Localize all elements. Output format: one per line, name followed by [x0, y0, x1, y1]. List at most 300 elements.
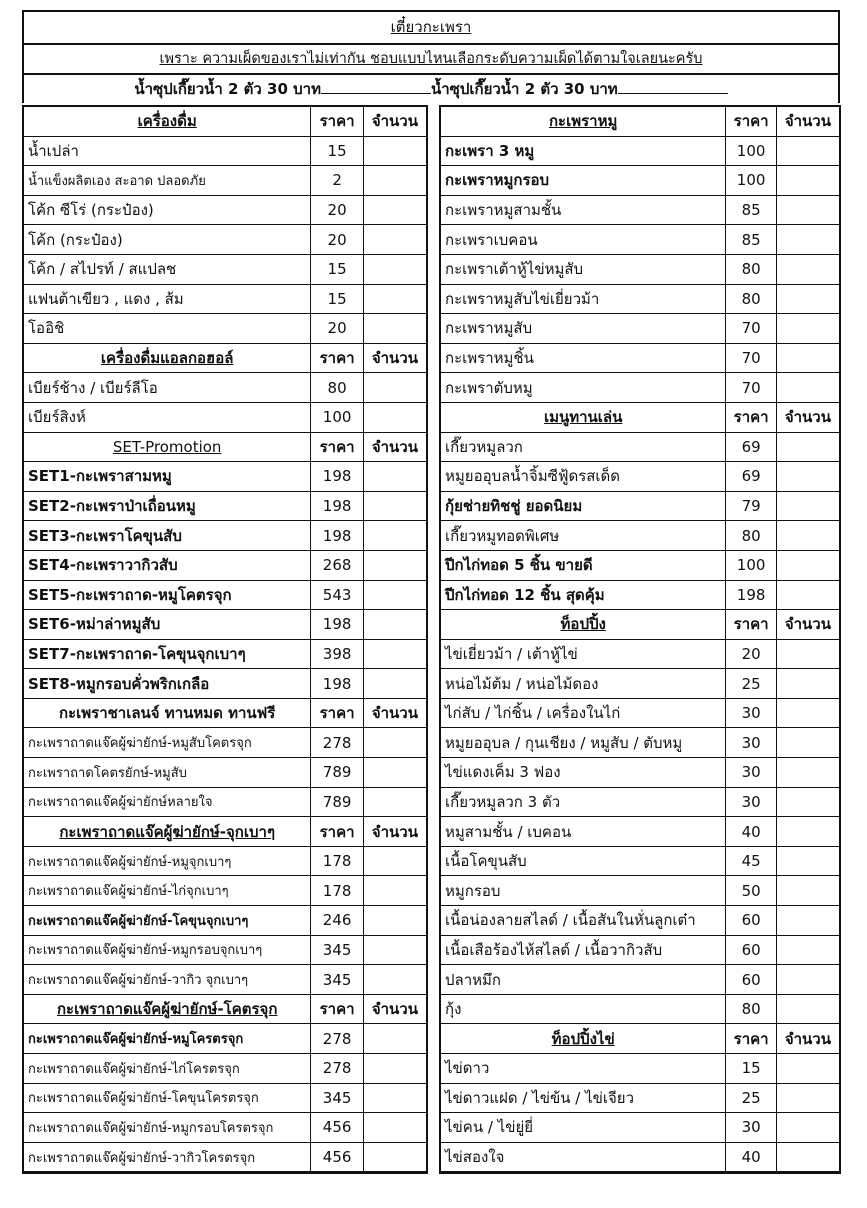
menu-item-price: 80	[726, 994, 777, 1024]
menu-item-price: 100	[726, 550, 777, 580]
menu-item-price: 80	[726, 254, 777, 284]
menu-item-quantity-cell[interactable]	[363, 728, 426, 758]
menu-item-name: กะเพราถาดแจ๊คผู้ฆ่ายักษ์-หมูกรอบจุกเบาๆ	[24, 935, 311, 965]
menu-item-name: กะเพราหมูชิ้น	[441, 343, 726, 373]
menu-item-name: ไข่ดาวแฝด / ไข่ข้น / ไข่เจียว	[441, 1083, 726, 1113]
left-menu-table	[24, 107, 426, 1172]
menu-item-quantity-cell[interactable]	[776, 225, 839, 255]
menu-item-name: SET4-กะเพราวากิวสับ	[24, 550, 311, 580]
menu-item-name: เนื้อน่องลายสไลด์ / เนื้อสันในหั่นลูกเต๋า	[441, 906, 726, 936]
menu-item-name: กะเพราถาดแจ๊คผู้ฆ่ายักษ์-โคขุนโครตรจุก	[24, 1083, 311, 1113]
section-title: กะเพราหมู	[441, 107, 726, 136]
section-header-row	[441, 107, 839, 136]
price-column-header: ราคา	[311, 107, 364, 136]
menu-item-price: 278	[311, 1054, 364, 1084]
menu-item-row	[441, 314, 839, 344]
menu-item-row	[441, 1113, 839, 1143]
section-header-row	[441, 1024, 839, 1054]
menu-item-row	[24, 314, 426, 344]
menu-item-row	[441, 284, 839, 314]
menu-item-name: โออิชิ	[24, 314, 311, 344]
price-column-header: ราคา	[726, 1024, 777, 1054]
menu-item-name: หน่อไม้ต้ม / หน่อไม้ดอง	[441, 669, 726, 699]
soup-line-left: น้ำซุปเกี๊ยวน้ำ 2 ตัว 30 บาท	[134, 80, 321, 98]
menu-item-quantity-cell[interactable]	[776, 698, 839, 728]
menu-item-quantity-cell[interactable]	[363, 787, 426, 817]
menu-item-price: 30	[726, 758, 777, 788]
menu-item-price: 80	[726, 284, 777, 314]
section-title: กะเพราถาดแจ๊คผู้ฆ่ายักษ์-โคตรจุก	[24, 994, 311, 1024]
menu-item-quantity-cell[interactable]	[776, 846, 839, 876]
menu-item-row	[24, 254, 426, 284]
menu-item-price: 20	[311, 225, 364, 255]
menu-item-quantity-cell[interactable]	[776, 787, 839, 817]
menu-item-price: 69	[726, 432, 777, 462]
right-menu-table	[441, 107, 839, 1172]
menu-item-name: กะเพราถาดโคตรยักษ์-หมูสับ	[24, 758, 311, 788]
menu-item-quantity-cell[interactable]	[776, 817, 839, 847]
menu-item-name: เบียร์สิงห์	[24, 402, 311, 432]
menu-item-row	[441, 491, 839, 521]
menu-item-price: 60	[726, 965, 777, 995]
menu-item-quantity-cell[interactable]	[363, 1054, 426, 1084]
menu-item-quantity-cell[interactable]	[363, 550, 426, 580]
quantity-column-header: จำนวน	[776, 402, 839, 432]
section-title: เครื่องดื่ม	[24, 107, 311, 136]
section-header-row	[24, 107, 426, 136]
menu-item-quantity-cell[interactable]	[363, 136, 426, 166]
menu-item-name: กะเพราตับหมู	[441, 373, 726, 403]
menu-item-price: 80	[726, 521, 777, 551]
menu-item-name: กุ้ยช่ายทิชชู่ ยอดนิยม	[441, 491, 726, 521]
quantity-column-header: จำนวน	[776, 1024, 839, 1054]
menu-item-price: 345	[311, 965, 364, 995]
menu-item-quantity-cell[interactable]	[776, 906, 839, 936]
menu-item-name: กะเพราถาดแจ๊คผู้ฆ่ายักษ์-วากิว จุกเบาๆ	[24, 965, 311, 995]
menu-item-quantity-cell[interactable]	[776, 462, 839, 492]
menu-item-row	[441, 698, 839, 728]
menu-frame	[22, 10, 840, 1190]
menu-item-price: 345	[311, 1083, 364, 1113]
section-header-row	[441, 610, 839, 640]
menu-item-price: 100	[726, 136, 777, 166]
menu-item-row	[441, 195, 839, 225]
menu-item-row	[24, 166, 426, 196]
menu-item-quantity-cell[interactable]	[776, 521, 839, 551]
section-header-row	[24, 343, 426, 373]
menu-item-quantity-cell[interactable]	[363, 402, 426, 432]
menu-item-name: ไก่สับ / ไก่ชิ้น / เครื่องในไก่	[441, 698, 726, 728]
menu-item-name: โค้ก (กระป๋อง)	[24, 225, 311, 255]
menu-item-row	[24, 225, 426, 255]
menu-item-price: 456	[311, 1142, 364, 1172]
menu-item-quantity-cell[interactable]	[776, 314, 839, 344]
left-menu-body	[24, 107, 426, 1172]
menu-item-row	[24, 1054, 426, 1084]
menu-item-quantity-cell[interactable]	[363, 906, 426, 936]
menu-item-quantity-cell[interactable]	[363, 965, 426, 995]
menu-item-row	[441, 225, 839, 255]
menu-item-name: SET2-กะเพราป่าเถื่อนหมู	[24, 491, 311, 521]
menu-item-name: ปลาหมึก	[441, 965, 726, 995]
menu-item-row	[24, 284, 426, 314]
quantity-column-header: จำนวน	[776, 107, 839, 136]
menu-item-row	[24, 1142, 426, 1172]
menu-item-name: SET1-กะเพราสามหมู	[24, 462, 311, 492]
menu-item-price: 100	[311, 402, 364, 432]
menu-item-row	[441, 994, 839, 1024]
menu-item-quantity-cell[interactable]	[363, 610, 426, 640]
menu-item-price: 70	[726, 373, 777, 403]
menu-item-quantity-cell[interactable]	[363, 1083, 426, 1113]
menu-item-name: กะเพราหมูสับไข่เยี่ยวม้า	[441, 284, 726, 314]
menu-item-name: SET8-หมูกรอบคั่วพริกเกลือ	[24, 669, 311, 699]
right-menu-column	[439, 105, 841, 1174]
menu-item-row	[24, 521, 426, 551]
menu-item-row	[441, 669, 839, 699]
section-title: ท็อปปิ้งไข่	[441, 1024, 726, 1054]
menu-item-name: ไข่เยี่ยวม้า / เต้าหู้ไข่	[441, 639, 726, 669]
menu-item-quantity-cell[interactable]	[776, 639, 839, 669]
menu-item-quantity-cell[interactable]	[363, 195, 426, 225]
menu-item-row	[24, 402, 426, 432]
menu-item-quantity-cell[interactable]	[776, 965, 839, 995]
menu-item-name: เนื้อเสือร้องไห้สไลด์ / เนื้อวากิวสับ	[441, 935, 726, 965]
menu-item-quantity-cell[interactable]	[363, 284, 426, 314]
menu-item-name: หมูยออุบล / กุนเชียง / หมูสับ / ตับหมู	[441, 728, 726, 758]
menu-item-quantity-cell[interactable]	[776, 1113, 839, 1143]
price-column-header: ราคา	[311, 698, 364, 728]
menu-item-row	[441, 580, 839, 610]
menu-item-quantity-cell[interactable]	[363, 639, 426, 669]
menu-item-quantity-cell[interactable]	[363, 669, 426, 699]
menu-item-price: 30	[726, 728, 777, 758]
menu-item-name: กะเพราเบคอน	[441, 225, 726, 255]
menu-item-quantity-cell[interactable]	[776, 1083, 839, 1113]
menu-item-price: 15	[311, 136, 364, 166]
section-header-row	[24, 817, 426, 847]
left-menu-column	[22, 105, 428, 1174]
menu-item-price: 198	[311, 491, 364, 521]
menu-item-row	[24, 906, 426, 936]
menu-item-price: 268	[311, 550, 364, 580]
price-column-header: ราคา	[311, 432, 364, 462]
menu-item-row	[24, 610, 426, 640]
menu-item-price: 79	[726, 491, 777, 521]
menu-item-name: SET7-กะเพราถาด-โคขุนจุกเบาๆ	[24, 639, 311, 669]
menu-item-quantity-cell[interactable]	[363, 462, 426, 492]
menu-item-row	[441, 432, 839, 462]
menu-item-price: 398	[311, 639, 364, 669]
menu-item-name: ไข่สองใจ	[441, 1142, 726, 1172]
menu-item-name: หมูสามชั้น / เบคอน	[441, 817, 726, 847]
menu-item-row	[24, 373, 426, 403]
menu-item-row	[24, 491, 426, 521]
menu-item-price: 30	[726, 698, 777, 728]
quantity-column-header: จำนวน	[363, 343, 426, 373]
menu-item-row	[24, 195, 426, 225]
section-title: เมนูทานเล่น	[441, 402, 726, 432]
menu-item-price: 20	[726, 639, 777, 669]
menu-item-row	[24, 580, 426, 610]
menu-item-price: 85	[726, 225, 777, 255]
menu-item-quantity-cell[interactable]	[363, 521, 426, 551]
menu-item-price: 20	[311, 195, 364, 225]
menu-item-name: SET6-หม่าล่าหมูสับ	[24, 610, 311, 640]
menu-item-price: 100	[726, 166, 777, 196]
menu-item-row	[441, 136, 839, 166]
menu-item-price: 15	[726, 1054, 777, 1084]
section-header-row	[441, 402, 839, 432]
menu-item-row	[441, 787, 839, 817]
section-header-row	[24, 698, 426, 728]
quantity-column-header: จำนวน	[363, 698, 426, 728]
menu-item-name: กะเพราถาดแจ๊คผู้ฆ่ายักษ์-โคขุนจุกเบาๆ	[24, 906, 311, 936]
menu-item-price: 30	[726, 1113, 777, 1143]
menu-item-quantity-cell[interactable]	[363, 846, 426, 876]
menu-item-name: กะเพรา 3 หมู	[441, 136, 726, 166]
menu-item-quantity-cell[interactable]	[363, 876, 426, 906]
menu-item-name: กะเพราหมูกรอบ	[441, 166, 726, 196]
menu-item-price: 30	[726, 787, 777, 817]
menu-item-quantity-cell[interactable]	[363, 314, 426, 344]
menu-item-price: 60	[726, 935, 777, 965]
menu-item-name: กะเพราถาดแจ๊คผู้ฆ่ายักษ์-ไก่โครตรจุก	[24, 1054, 311, 1084]
menu-item-quantity-cell[interactable]	[363, 758, 426, 788]
menu-item-name: กะเพราถาดแจ๊คผู้ฆ่ายักษ์-หมูกรอบโครตรจุก	[24, 1113, 311, 1143]
menu-item-row	[24, 758, 426, 788]
menu-item-name: น้ำเปล่า	[24, 136, 311, 166]
menu-item-name: เนื้อโคขุนสับ	[441, 846, 726, 876]
soup-line-blank-right	[618, 79, 728, 94]
menu-item-name: กะเพราถาดแจ๊คผู้ฆ่ายักษ์-หมูโครตรจุก	[24, 1024, 311, 1054]
menu-item-row	[24, 1083, 426, 1113]
soup-line-blank-left	[321, 79, 431, 94]
menu-item-price: 25	[726, 1083, 777, 1113]
menu-item-row	[24, 550, 426, 580]
menu-item-row	[441, 254, 839, 284]
menu-item-quantity-cell[interactable]	[363, 1142, 426, 1172]
menu-item-row	[441, 1054, 839, 1084]
menu-item-name: โค้ก / สไปรท์ / สแปลช	[24, 254, 311, 284]
menu-item-name: ปีกไก่ทอด 5 ชิ้น ขายดี	[441, 550, 726, 580]
menu-item-quantity-cell[interactable]	[776, 935, 839, 965]
menu-item-price: 69	[726, 462, 777, 492]
menu-item-price: 198	[311, 521, 364, 551]
price-column-header: ราคา	[726, 107, 777, 136]
menu-item-price: 543	[311, 580, 364, 610]
price-column-header: ราคา	[726, 402, 777, 432]
quantity-column-header: จำนวน	[363, 107, 426, 136]
menu-item-price: 40	[726, 817, 777, 847]
menu-item-quantity-cell[interactable]	[776, 136, 839, 166]
menu-item-price: 85	[726, 195, 777, 225]
menu-item-row	[24, 846, 426, 876]
menu-item-name: SET3-กะเพราโคขุนสับ	[24, 521, 311, 551]
menu-item-quantity-cell[interactable]	[363, 491, 426, 521]
quantity-column-header: จำนวน	[363, 432, 426, 462]
menu-item-price: 246	[311, 906, 364, 936]
menu-item-row	[24, 136, 426, 166]
menu-item-price: 70	[726, 343, 777, 373]
menu-item-price: 345	[311, 935, 364, 965]
menu-item-name: น้ำแข็งผลิตเอง สะอาด ปลอดภัย	[24, 166, 311, 196]
menu-item-price: 45	[726, 846, 777, 876]
menu-item-price: 80	[311, 373, 364, 403]
menu-item-quantity-cell[interactable]	[363, 225, 426, 255]
menu-item-price: 198	[311, 610, 364, 640]
menu-item-price: 198	[726, 580, 777, 610]
menu-item-row	[441, 817, 839, 847]
menu-item-price: 456	[311, 1113, 364, 1143]
menu-item-row	[441, 846, 839, 876]
menu-item-name: หมูยออุบลน้ำจิ้มซีฟู้ดรสเด็ด	[441, 462, 726, 492]
menu-item-row	[24, 1113, 426, 1143]
menu-item-name: SET5-กะเพราถาด-หมูโคตรจุก	[24, 580, 311, 610]
section-title: เครื่องดื่มแอลกอฮอล์	[24, 343, 311, 373]
menu-item-quantity-cell[interactable]	[776, 728, 839, 758]
menu-item-quantity-cell[interactable]	[363, 935, 426, 965]
menu-item-row	[441, 965, 839, 995]
menu-item-quantity-cell[interactable]	[776, 432, 839, 462]
menu-item-price: 20	[311, 314, 364, 344]
menu-item-price: 278	[311, 728, 364, 758]
menu-item-quantity-cell[interactable]	[363, 580, 426, 610]
menu-item-row	[441, 462, 839, 492]
menu-item-row	[24, 639, 426, 669]
menu-item-quantity-cell[interactable]	[776, 550, 839, 580]
menu-item-row	[24, 876, 426, 906]
menu-item-row	[441, 639, 839, 669]
menu-item-row	[441, 373, 839, 403]
menu-item-row	[441, 906, 839, 936]
right-menu-body	[441, 107, 839, 1172]
quantity-column-header: จำนวน	[776, 610, 839, 640]
menu-item-row	[24, 462, 426, 492]
menu-item-quantity-cell[interactable]	[776, 1142, 839, 1172]
menu-item-row	[441, 343, 839, 373]
section-title: ท็อปปิ้ง	[441, 610, 726, 640]
menu-item-price: 198	[311, 669, 364, 699]
menu-item-name: ไข่คน / ไข่ยู่ยี่	[441, 1113, 726, 1143]
menu-item-quantity-cell[interactable]	[776, 343, 839, 373]
menu-item-price: 789	[311, 758, 364, 788]
section-title: กะเพราถาดแจ๊คผู้ฆ่ายักษ์-จุกเบาๆ	[24, 817, 311, 847]
menu-item-row	[24, 669, 426, 699]
menu-item-price: 60	[726, 906, 777, 936]
menu-subtitle: เพราะ ความเผ็ดของเราไม่เท่ากัน ชอบแบบไหนเลือกระดับความเผ็ดได้ตามใจเลยนะครับ	[22, 43, 840, 73]
menu-item-name: กะเพราถาดแจ๊คผู้ฆ่ายักษ์-วากิวโครตรจุก	[24, 1142, 311, 1172]
menu-item-name: กะเพราเต้าหู้ไข่หมูสับ	[441, 254, 726, 284]
menu-item-name: แฟนต้าเขียว , แดง , ส้ม	[24, 284, 311, 314]
menu-item-quantity-cell[interactable]	[776, 669, 839, 699]
menu-item-name: ไข่แดงเค็ม 3 ฟอง	[441, 758, 726, 788]
menu-item-name: หมูกรอบ	[441, 876, 726, 906]
menu-item-price: 25	[726, 669, 777, 699]
menu-item-name: เบียร์ช้าง / เบียร์ลีโอ	[24, 373, 311, 403]
price-column-header: ราคา	[311, 343, 364, 373]
menu-item-quantity-cell[interactable]	[363, 373, 426, 403]
menu-item-price: 2	[311, 166, 364, 196]
menu-item-quantity-cell[interactable]	[776, 758, 839, 788]
soup-line-right: น้ำซุปเกี๊ยวน้ำ 2 ตัว 30 บาท	[431, 80, 618, 98]
menu-item-row	[441, 166, 839, 196]
menu-item-price: 198	[311, 462, 364, 492]
menu-item-quantity-cell[interactable]	[776, 284, 839, 314]
menu-item-row	[24, 1024, 426, 1054]
menu-item-name: กุ้ง	[441, 994, 726, 1024]
menu-item-row	[441, 728, 839, 758]
menu-item-quantity-cell[interactable]	[776, 876, 839, 906]
price-column-header: ราคา	[726, 610, 777, 640]
menu-item-quantity-cell[interactable]	[776, 373, 839, 403]
soup-line	[22, 73, 840, 103]
menu-item-name: เกี๊ยวหมูลวก	[441, 432, 726, 462]
menu-item-price: 178	[311, 876, 364, 906]
menu-item-price: 50	[726, 876, 777, 906]
menu-item-quantity-cell[interactable]	[363, 254, 426, 284]
menu-item-row	[24, 787, 426, 817]
quantity-column-header: จำนวน	[363, 817, 426, 847]
menu-item-row	[441, 1142, 839, 1172]
menu-item-name: กะเพราถาดแจ๊คผู้ฆ่ายักษ์-ไก่จุกเบาๆ	[24, 876, 311, 906]
menu-title: เตี๋ยวกะเพรา	[22, 10, 840, 43]
menu-item-quantity-cell[interactable]	[363, 1024, 426, 1054]
menu-item-name: ไข่ดาว	[441, 1054, 726, 1084]
menu-item-quantity-cell[interactable]	[776, 580, 839, 610]
menu-item-quantity-cell[interactable]	[363, 1113, 426, 1143]
menu-item-row	[441, 521, 839, 551]
menu-item-row	[24, 728, 426, 758]
menu-item-row	[24, 965, 426, 995]
price-column-header: ราคา	[311, 994, 364, 1024]
menu-item-price: 278	[311, 1024, 364, 1054]
menu-item-row	[441, 876, 839, 906]
menu-item-price: 70	[726, 314, 777, 344]
menu-item-quantity-cell[interactable]	[776, 491, 839, 521]
menu-item-name: โค้ก ซีโร่ (กระป๋อง)	[24, 195, 311, 225]
section-title: SET-Promotion	[24, 432, 311, 462]
menu-item-name: กะเพราถาดแจ๊คผู้ฆ่ายักษ์-หมูจุกเบาๆ	[24, 846, 311, 876]
menu-item-name: กะเพราถาดแจ๊คผู้ฆ่ายักษ์-หมูสับโคตรจุก	[24, 728, 311, 758]
menu-item-price: 40	[726, 1142, 777, 1172]
menu-item-price: 15	[311, 254, 364, 284]
quantity-column-header: จำนวน	[363, 994, 426, 1024]
menu-item-name: เกี๊ยวหมูทอดพิเศษ	[441, 521, 726, 551]
menu-item-name: ปีกไก่ทอด 12 ชิ้น สุดคุ้ม	[441, 580, 726, 610]
menu-item-quantity-cell[interactable]	[363, 166, 426, 196]
menu-item-quantity-cell[interactable]	[776, 254, 839, 284]
menu-item-quantity-cell[interactable]	[776, 195, 839, 225]
menu-item-price: 178	[311, 846, 364, 876]
menu-item-name: เกี๊ยวหมูลวก 3 ตัว	[441, 787, 726, 817]
section-header-row	[24, 994, 426, 1024]
menu-item-quantity-cell[interactable]	[776, 166, 839, 196]
menu-item-name: กะเพราหมูสับ	[441, 314, 726, 344]
price-column-header: ราคา	[311, 817, 364, 847]
menu-item-row	[441, 758, 839, 788]
menu-item-row	[441, 550, 839, 580]
menu-item-row	[24, 935, 426, 965]
menu-item-quantity-cell[interactable]	[776, 1054, 839, 1084]
section-header-row	[24, 432, 426, 462]
section-title: กะเพราชาเลนจ์ ทานหมด ทานฟรี	[24, 698, 311, 728]
menu-item-price: 789	[311, 787, 364, 817]
menu-item-name: กะเพราถาดแจ๊คผู้ฆ่ายักษ์หลายใจ	[24, 787, 311, 817]
menu-item-price: 15	[311, 284, 364, 314]
menu-item-quantity-cell[interactable]	[776, 994, 839, 1024]
menu-item-name: กะเพราหมูสามชั้น	[441, 195, 726, 225]
